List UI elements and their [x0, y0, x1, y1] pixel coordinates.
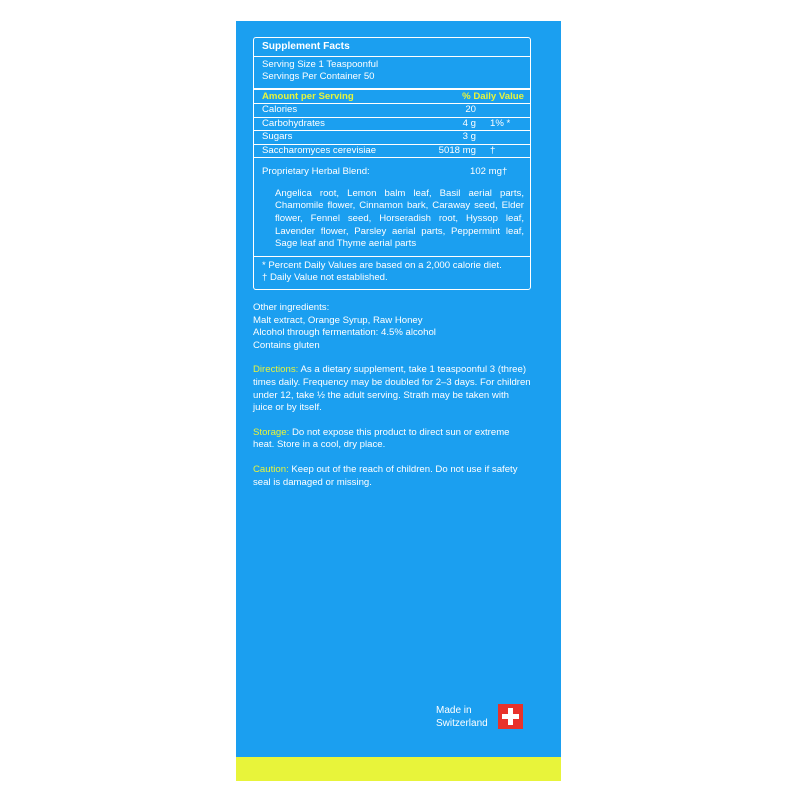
blend-label: Proprietary Herbal Blend: [262, 166, 370, 178]
servings-per-container: Servings Per Container 50 [262, 71, 375, 83]
made-in-line: Made in [436, 705, 472, 716]
facts-title: Supplement Facts [262, 41, 350, 52]
other-ingredients-line: Malt extract, Orange Syrup, Raw Honey [253, 314, 423, 326]
facts-row [254, 104, 530, 118]
label-content [253, 37, 531, 489]
directions-section [253, 364, 531, 414]
dv-header: % Daily Value [462, 90, 524, 102]
nutrient-amount: 4 g [462, 117, 476, 129]
nutrient-name: Saccharomyces cerevisiae [262, 144, 377, 156]
proprietary-blend-row [262, 166, 524, 179]
storage-label: Storage: [253, 426, 290, 438]
directions-label: Directions: [253, 364, 299, 376]
facts-row [254, 145, 530, 159]
blend-amount: 102 mg† [470, 166, 508, 178]
nutrient-name: Sugars [262, 131, 293, 143]
nutrient-amount: 20 [465, 104, 476, 116]
facts-row [254, 131, 530, 145]
nutrient-dv: † [490, 144, 496, 156]
swiss-flag-icon [498, 704, 523, 729]
other-ingredients [253, 302, 531, 352]
yellow-bottom-strip [236, 757, 561, 781]
caution-label: Caution: [253, 463, 289, 475]
footnote-dv: * Percent Daily Values are based on a 2,000 calorie diet. [262, 259, 502, 271]
nutrient-dv: 1% * [490, 117, 511, 129]
directions-text: As a dietary supplement, take 1 teaspoonful 3 (three) times daily. Frequency may be doubled for 2–3 days. For children under 12, take ½ the adult serving. Strath may be taken with juice or by itself. [253, 364, 531, 414]
nutrient-amount: 5018 mg [438, 144, 476, 156]
alcohol-line: Alcohol through fermentation: 4.5% alcohol [253, 327, 436, 339]
caution-section [253, 464, 531, 489]
blend-ingredients: Angelica root, Lemon balm leaf, Basil aerial parts, Chamomile flower, Cinnamon bark, Caraway seed, Elder flower, Fennel seed, Horseradish root, Hyssop leaf, Lavender flower, Parsley aerial parts, Peppermint leaf, Sage leaf and Thyme aerial parts [275, 187, 524, 250]
serving-size: Serving Size 1 Teaspoonful [262, 58, 379, 70]
gluten-line: Contains gluten [253, 339, 320, 351]
nutrient-name: Calories [262, 104, 298, 116]
footnote-dagger: † Daily Value not established. [262, 272, 388, 284]
supplement-facts-box [253, 37, 531, 290]
made-in-label [436, 704, 488, 730]
facts-header-row [254, 91, 530, 105]
country-line: Switzerland [436, 718, 488, 729]
amount-header: Amount per Serving [262, 90, 354, 102]
nutrient-amount: 3 g [462, 131, 476, 143]
storage-text: Do not expose this product to direct sun or extreme heat. Store in a cool, dry place. [253, 426, 510, 451]
nutrient-name: Carbohydrates [262, 117, 325, 129]
caution-text: Keep out of the reach of children. Do not use if safety seal is damaged or missing. [253, 463, 518, 488]
storage-section [253, 427, 531, 452]
other-ingredients-label: Other ingredients: [253, 302, 330, 314]
facts-row [254, 118, 530, 132]
